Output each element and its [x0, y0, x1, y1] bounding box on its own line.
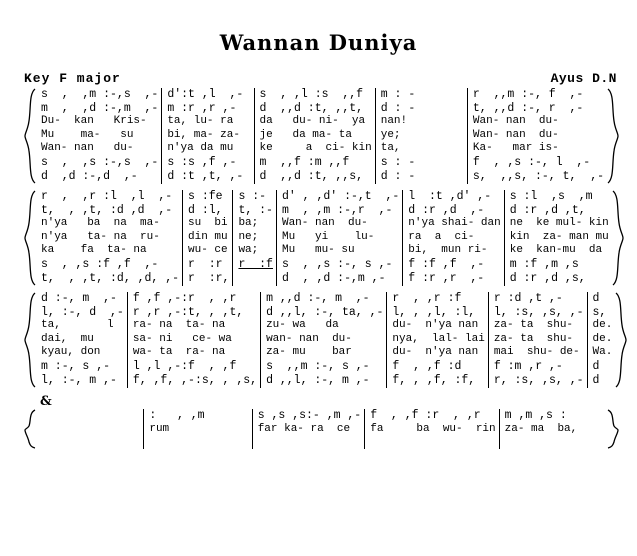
bars-container	[36, 292, 615, 388]
music-system-2	[24, 190, 619, 286]
lyric-line: Wan- nan du-	[41, 142, 134, 155]
notation-line: : , ,m	[149, 409, 205, 422]
lyric-line: Ka- mar is-	[472, 142, 559, 155]
notation-line: s , ,s :f ,f ,-	[41, 257, 159, 271]
lyric-line: za- ta shu-	[493, 319, 574, 332]
brace-left-icon	[24, 409, 36, 449]
notation-line: d ,,l, :-, ta, ,-	[266, 305, 384, 319]
lyric-line: Mu mu- su	[281, 244, 355, 257]
page-title: Wannan Duniya	[219, 30, 418, 55]
notation-line: r :d ,t ,-	[493, 292, 563, 305]
lyric-line: fa ba wu- rin	[370, 422, 496, 435]
notation-line: s , ,m :-,s ,-	[41, 88, 159, 101]
music-system-1	[24, 88, 619, 184]
lyric-line: n'ya ba na ma-	[41, 217, 160, 230]
measure	[161, 88, 253, 184]
bars-container	[36, 409, 607, 449]
lyric-line: mai shu- de-	[493, 346, 580, 359]
notation-line: m :r ,r ,-	[167, 101, 237, 115]
notation-line: t, , ,t, :d, ,d, ,-	[41, 271, 180, 285]
lyric-line: ta, lu- ra	[167, 115, 234, 128]
notation-line: d':t ,l ,-	[167, 88, 244, 101]
lyric-line: kin za- man mu	[509, 230, 609, 243]
notation-line: l :t ,d' ,-	[408, 190, 492, 203]
notation-line: s , ,s :-,s ,-	[41, 155, 159, 169]
measure	[587, 292, 616, 388]
notation-line: d	[592, 373, 600, 387]
notation-line: d ,,d :t, ,,t,	[259, 101, 364, 115]
notation-line: l, :-, d ,-	[41, 305, 124, 319]
measure	[402, 190, 503, 286]
notation-line: s ,,m :-, s ,-	[266, 359, 370, 373]
notation-line: m ,,f :m ,,f	[259, 155, 350, 169]
notation-line: r :r,	[188, 271, 230, 285]
measure	[499, 409, 607, 449]
lyric-line: bi, mun ri-	[408, 244, 488, 257]
notation-line: d :r ,d ,t,	[509, 203, 586, 217]
lyric-line: bi, ma- za-	[167, 128, 240, 141]
notation-line: d ,d :-,d ,-	[41, 169, 138, 183]
bars-container	[36, 88, 607, 184]
notation-line: r :f	[238, 257, 273, 271]
notation-line: s :l ,s ,m	[509, 190, 593, 203]
lyric-line: ra a ci-	[408, 230, 475, 243]
notation-line: l, :s, ,s, ,-	[493, 305, 584, 319]
lyric-line: za- ta shu-	[493, 332, 574, 345]
lyric-line: ye;	[380, 128, 401, 141]
notation-line: d	[592, 292, 600, 305]
notation-line: d :t ,t, ,-	[167, 169, 244, 183]
brace-left-icon	[24, 190, 36, 286]
brace-right-icon	[612, 190, 624, 286]
lyric-line: zu- wa da	[266, 319, 339, 332]
brace-right-icon	[615, 292, 627, 388]
notation-line: r , ,r :f	[392, 292, 462, 305]
notation-line: l ,l ,-:f , ,f	[132, 359, 237, 373]
music-system-4	[24, 409, 619, 449]
measure	[36, 190, 182, 286]
lyric-line: wu- ce	[188, 244, 228, 257]
notation-line: f , ,s :-, l ,-	[472, 155, 591, 169]
measure	[182, 190, 232, 286]
notation-line: s :fe	[188, 190, 223, 203]
notation-line: m ,m ,s :	[504, 409, 567, 422]
lyric-line: ne;	[238, 230, 259, 243]
lyric-line: de.	[592, 332, 613, 345]
notation-line: m :-, s ,-	[41, 359, 111, 373]
lyric-line: Du- kan Kris-	[41, 115, 147, 128]
notation-line: l, , ,l, :l,	[392, 305, 476, 319]
notation-line: d : -	[380, 101, 416, 115]
brace-right-icon	[607, 88, 619, 184]
lyric-line: ta,	[380, 142, 401, 155]
lyric-line: Wan- nan du-	[472, 128, 559, 141]
lyric-line: ta, l	[41, 319, 114, 332]
notation-line: r, :s, ,s, ,-	[493, 373, 584, 387]
lyric-line: Mu ma- su	[41, 128, 134, 141]
measure	[143, 409, 251, 449]
notation-line: d :r ,d ,-	[408, 203, 485, 217]
lyric-line: Wa.	[592, 346, 613, 359]
notation-line: d , ,d :-,m ,-	[281, 271, 386, 285]
measure	[364, 409, 498, 449]
sheet-music-page	[0, 30, 637, 556]
lyric-line: du- n'ya nan	[392, 319, 479, 332]
measure	[276, 190, 402, 286]
notation-line: r ,,m :-, f ,-	[472, 88, 584, 101]
notation-line: s,	[592, 305, 607, 319]
lyric-line: nya, lal- lai	[392, 332, 485, 345]
notation-line: r :r	[188, 257, 223, 271]
lyric-line: ra- na ta- na	[132, 319, 226, 332]
lyric-line: je da ma- ta	[259, 128, 352, 141]
measure	[254, 88, 375, 184]
notation-line: s :-	[238, 190, 267, 203]
lyric-line: Mu yi lu-	[281, 230, 375, 243]
measure	[375, 88, 467, 184]
lyric-line: Wan- nan du-	[472, 115, 559, 128]
notation-line: t, , ,t, :d ,d ,-	[41, 203, 173, 217]
lyric-line: n'ya ta- na ru-	[41, 230, 160, 243]
notation-line: f , ,f :r , ,r	[370, 409, 481, 422]
lyric-line: sa- ni ce- wa	[132, 332, 232, 345]
lyric-line: ne ke mul- kin	[509, 217, 609, 230]
lyric-line: n'ya shai- dan	[408, 217, 501, 230]
lyric-line: ba;	[238, 217, 259, 230]
lyric-line: wa;	[238, 244, 259, 257]
notation-line: t, :-	[238, 203, 273, 217]
notation-line: d : -	[380, 169, 416, 183]
notation-line: s ,s ,s:- ,m ,-	[257, 409, 362, 422]
notation-line: d :l,	[188, 203, 223, 217]
lyric-line: ke a ci- kin	[259, 142, 372, 155]
notation-line: m , ,d :-,m ,-	[41, 101, 159, 115]
brace-right-icon	[607, 409, 619, 449]
measure	[504, 190, 612, 286]
notation-line: m ,,d :-, m ,-	[266, 292, 370, 305]
lyric-line: Wan- nan du-	[281, 217, 368, 230]
measure	[467, 88, 607, 184]
notation-line: f ,f ,-:r , ,r	[132, 292, 237, 305]
measure	[488, 292, 587, 388]
notation-line: l, :-, m ,-	[41, 373, 117, 387]
brace-left-icon	[24, 88, 36, 184]
lyric-line: far ka- ra ce	[257, 422, 351, 435]
notation-line: r , ,r :l ,l ,-	[41, 190, 173, 203]
lyric-line: wa- ta ra- na	[132, 346, 226, 359]
lyric-line: wan- nan du-	[266, 332, 352, 345]
notation-line: m :f ,m ,s	[509, 257, 579, 271]
notation-line: s , ,s :-, s ,-	[281, 257, 393, 271]
measure	[252, 409, 365, 449]
notation-line: d' , ,d' :-,t ,-	[281, 190, 400, 203]
notation-line: d ,,l, :-, m ,-	[266, 373, 370, 387]
notation-line: m , ,m :-,r ,-	[281, 203, 393, 217]
notation-line: s :s ,f ,-	[167, 155, 237, 169]
notation-line: f :f ,f ,-	[408, 257, 485, 271]
music-system-3	[24, 292, 619, 388]
notation-line: s : -	[380, 155, 416, 169]
lyric-line: de.	[592, 319, 613, 332]
lyric-line: ke kan-mu da	[509, 244, 603, 257]
measure	[260, 292, 386, 388]
notation-line: t, ,,d :-, r ,-	[472, 101, 584, 115]
notation-line: f :r ,r ,-	[408, 271, 485, 285]
lyric-line: dai, mu	[41, 332, 94, 345]
lyric-line: kyau, don	[41, 346, 101, 359]
composer-credit: Ayus D.N	[550, 71, 617, 86]
measure	[36, 88, 161, 184]
notation-line: d	[592, 359, 600, 373]
measure	[232, 190, 276, 286]
measure	[386, 292, 487, 388]
lyric-line: su bi	[188, 217, 228, 230]
lyric-line: rum	[149, 422, 170, 435]
measure	[36, 292, 127, 388]
lyric-line: nan!	[380, 115, 408, 128]
notation-line: f, , ,f, :f,	[392, 373, 476, 387]
lyric-line: n'ya da mu	[167, 142, 234, 155]
key-signature: Key F major	[24, 71, 121, 86]
notation-line: r ,r ,-:t, , ,t,	[132, 305, 244, 319]
header-row	[24, 71, 617, 86]
notation-line: s, ,,s, :-, t, ,-	[472, 169, 605, 183]
segno-ampersand: &	[40, 394, 52, 409]
notation-line: f , ,f :d	[392, 359, 462, 373]
notation-line: d :-, m ,-	[41, 292, 117, 305]
notation-line: d :r ,d ,s,	[509, 271, 586, 285]
lyric-line: din mu	[188, 230, 228, 243]
bars-container	[36, 190, 612, 286]
lyric-line: za- ma ba,	[504, 422, 578, 435]
lyric-line: da du- ni- ya	[259, 115, 366, 128]
lyric-line: ka fa ta- na	[41, 244, 147, 257]
notation-line: f, ,f, ,-:s, , ,s,	[132, 373, 258, 387]
notation-line: f :m ,r ,-	[493, 359, 563, 373]
measure	[127, 292, 260, 388]
measure	[36, 409, 143, 449]
lyric-line: du- n'ya nan	[392, 346, 479, 359]
notation-line: d ,,d :t, ,,s,	[259, 169, 364, 183]
brace-left-icon	[24, 292, 36, 388]
notation-line: m : -	[380, 88, 416, 101]
notation-line: s , ,l :s ,,f	[259, 88, 364, 101]
lyric-line: za- mu bar	[266, 346, 352, 359]
